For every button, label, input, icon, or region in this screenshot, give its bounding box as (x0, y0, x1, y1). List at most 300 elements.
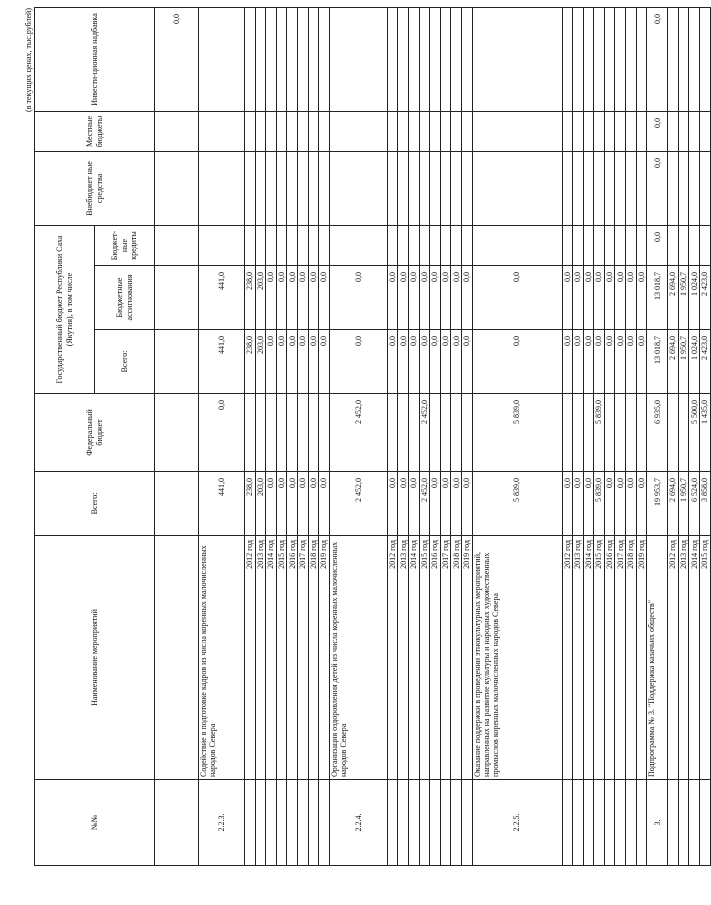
cell-rep-total: 0,0 (451, 330, 462, 394)
cell-invest (287, 7, 298, 111)
cell-federal (319, 394, 330, 472)
cell-local (594, 111, 605, 151)
cell-federal (308, 394, 319, 472)
cell-invest (408, 7, 419, 111)
cell-invest (297, 7, 308, 111)
cell-name: 2019 год (319, 536, 330, 780)
cell-name: 2013 год (398, 536, 409, 780)
year-row (594, 7, 605, 865)
cell-rep-alloc: 0,0 (308, 266, 319, 330)
cell-invest (329, 7, 387, 111)
cell-name: 2018 год (626, 536, 637, 780)
cell-federal (573, 394, 584, 472)
cell-invest (636, 7, 647, 111)
cell-federal (245, 394, 256, 472)
year-row (668, 7, 679, 865)
cell-federal (287, 394, 298, 472)
cell-num (255, 780, 266, 866)
year-row (276, 7, 287, 865)
cell-extra (583, 151, 594, 225)
year-row (245, 7, 256, 865)
cell-local (155, 111, 199, 151)
cell-total: 0,0 (604, 472, 615, 536)
cell-rep-credit (199, 225, 245, 265)
year-row (700, 7, 711, 865)
cell-local (440, 111, 451, 151)
cell-invest (626, 7, 637, 111)
cell-total: 203,0 (255, 472, 266, 536)
cell-total: 0,0 (573, 472, 584, 536)
cell-total: 0,0 (276, 472, 287, 536)
cell-extra (573, 151, 584, 225)
cell-local (408, 111, 419, 151)
cell-num (419, 780, 430, 866)
cell-federal (155, 394, 199, 472)
year-row (573, 7, 584, 865)
cell-total: 2 694,0 (668, 472, 679, 536)
header-extrabudget: Внебюджет ные средства (35, 151, 155, 225)
cell-name: 2018 год (451, 536, 462, 780)
cell-name: 2014 год (408, 536, 419, 780)
year-row (636, 7, 647, 865)
cell-federal (297, 394, 308, 472)
cell-total: 0,0 (583, 472, 594, 536)
cell-rep-credit (255, 225, 266, 265)
cell-rep-credit (668, 225, 679, 265)
cell-rep-total: 238,0 (245, 330, 256, 394)
cell-extra (678, 151, 689, 225)
cell-federal (451, 394, 462, 472)
cell-total: 0,0 (562, 472, 573, 536)
cell-num (276, 780, 287, 866)
cell-num (689, 780, 700, 866)
cell-rep-alloc: 2 694,0 (668, 266, 679, 330)
cell-rep-alloc: 1 950,7 (678, 266, 689, 330)
cell-rep-total: 2 694,0 (668, 330, 679, 394)
cell-total: 6 524,0 (689, 472, 700, 536)
cell-num (398, 780, 409, 866)
cell-rep-total: 0,0 (562, 330, 573, 394)
cell-rep-total: 0,0 (297, 330, 308, 394)
cell-total: 238,0 (245, 472, 256, 536)
cell-federal (604, 394, 615, 472)
cell-rep-credit (626, 225, 637, 265)
cell-invest (700, 7, 711, 111)
cell-num (245, 780, 256, 866)
cell-invest (461, 7, 472, 111)
year-row (440, 7, 451, 865)
cell-rep-total: 203,0 (255, 330, 266, 394)
cell-federal: 5 839,0 (594, 394, 605, 472)
cell-federal (255, 394, 266, 472)
cell-name: 2016 год (604, 536, 615, 780)
activity-row (329, 7, 387, 865)
cell-total: 0,0 (387, 472, 398, 536)
cell-invest (440, 7, 451, 111)
cell-extra (700, 151, 711, 225)
cell-rep-total: 0,0 (472, 330, 562, 394)
cell-name: 2019 год (461, 536, 472, 780)
cell-extra (287, 151, 298, 225)
cell-rep-credit (387, 225, 398, 265)
cell-extra (615, 151, 626, 225)
cell-rep-total: 0,0 (430, 330, 441, 394)
cell-name: 2015 год (419, 536, 430, 780)
year-row (319, 7, 330, 865)
cell-rep-total: 0,0 (387, 330, 398, 394)
cell-federal: 0,0 (199, 394, 245, 472)
cell-num (594, 780, 605, 866)
cell-federal (562, 394, 573, 472)
cell-invest (689, 7, 700, 111)
header-republic: Государственный бюджет Республики Саха (Якутия), в том числе (35, 225, 95, 393)
cell-extra (255, 151, 266, 225)
cell-local (573, 111, 584, 151)
cell-rep-credit (700, 225, 711, 265)
cell-rep-credit (583, 225, 594, 265)
cell-rep-alloc: 0,0 (472, 266, 562, 330)
cell-total: 0,0 (287, 472, 298, 536)
year-row (255, 7, 266, 865)
cell-extra (472, 151, 562, 225)
cell-invest (451, 7, 462, 111)
cell-invest (276, 7, 287, 111)
cell-rep-alloc: 0,0 (287, 266, 298, 330)
cell-rep-alloc: 0,0 (626, 266, 637, 330)
cell-name: Подпрограмма № 3. "Поддержка казачьих обществ" (647, 536, 668, 780)
cell-num (266, 780, 277, 866)
cell-rep-alloc: 1 024,0 (689, 266, 700, 330)
table-body (155, 7, 711, 865)
cell-federal: 2 452,0 (329, 394, 387, 472)
cell-num (461, 780, 472, 866)
cell-name: 2012 год (668, 536, 679, 780)
cell-local (626, 111, 637, 151)
cell-local (451, 111, 462, 151)
cell-rep-credit (398, 225, 409, 265)
cell-rep-total: 0,0 (308, 330, 319, 394)
cell-rep-alloc: 0,0 (408, 266, 419, 330)
cell-rep-total: 2 423,0 (700, 330, 711, 394)
year-row (678, 7, 689, 865)
cell-extra (398, 151, 409, 225)
year-row (583, 7, 594, 865)
cell-rep-total: 0,0 (594, 330, 605, 394)
cell-local (287, 111, 298, 151)
cell-federal: 5 500,0 (689, 394, 700, 472)
cell-federal (615, 394, 626, 472)
cell-num (319, 780, 330, 866)
cell-num: 2.2.4. (329, 780, 387, 866)
units-note: (в текущих ценах, тыс.рублей) (24, 8, 33, 112)
cell-federal: 5 839,0 (472, 394, 562, 472)
cell-rep-credit (636, 225, 647, 265)
cell-rep-total: 0,0 (573, 330, 584, 394)
cell-rep-alloc: 0,0 (562, 266, 573, 330)
cell-rep-alloc: 238,0 (245, 266, 256, 330)
cell-total: 0,0 (451, 472, 462, 536)
cell-extra (245, 151, 256, 225)
cell-extra (604, 151, 615, 225)
cell-total (155, 472, 199, 536)
cell-invest (308, 7, 319, 111)
cell-invest: 0,0 (647, 7, 668, 111)
year-row (615, 7, 626, 865)
cell-local (297, 111, 308, 151)
cell-federal (461, 394, 472, 472)
cell-rep-total: 13 018,7 (647, 330, 668, 394)
cell-num (287, 780, 298, 866)
cell-num (440, 780, 451, 866)
cell-num (155, 780, 199, 866)
cell-rep-alloc: 0,0 (276, 266, 287, 330)
cell-rep-credit (408, 225, 419, 265)
cell-invest (245, 7, 256, 111)
cell-rep-credit (678, 225, 689, 265)
cell-total: 2 452,0 (419, 472, 430, 536)
cell-rep-credit (689, 225, 700, 265)
cell-name: 2012 год (245, 536, 256, 780)
cell-extra (266, 151, 277, 225)
cell-num (573, 780, 584, 866)
cell-num (562, 780, 573, 866)
cell-rep-total: 0,0 (583, 330, 594, 394)
cell-rep-alloc: 0,0 (615, 266, 626, 330)
cell-total: 441,0 (199, 472, 245, 536)
cell-total: 19 953,7 (647, 472, 668, 536)
cell-rep-credit (276, 225, 287, 265)
cell-federal: 1 435,0 (700, 394, 711, 472)
cell-extra (451, 151, 462, 225)
cell-num (430, 780, 441, 866)
cell-local (255, 111, 266, 151)
cell-total: 0,0 (615, 472, 626, 536)
cell-rep-credit (573, 225, 584, 265)
cell-federal (387, 394, 398, 472)
cell-rep-total (155, 330, 199, 394)
cell-extra (319, 151, 330, 225)
cell-rep-alloc: 0,0 (461, 266, 472, 330)
cell-rep-total: 0,0 (440, 330, 451, 394)
cell-extra (689, 151, 700, 225)
cell-total: 0,0 (461, 472, 472, 536)
year-row (419, 7, 430, 865)
cell-name: Оказание поддержки в проведении этнокультурных мероприятий, направленных на развитие культуры и народных художественных промыслов коренных малочисленных народов Севера (472, 536, 562, 780)
cell-rep-alloc: 0,0 (329, 266, 387, 330)
cell-rep-total: 0,0 (636, 330, 647, 394)
cell-local (461, 111, 472, 151)
cell-local (276, 111, 287, 151)
cell-name: 2014 год (583, 536, 594, 780)
cell-total: 0,0 (408, 472, 419, 536)
cell-invest (266, 7, 277, 111)
activity-row (647, 7, 668, 865)
year-row (408, 7, 419, 865)
cell-rep-alloc: 0,0 (297, 266, 308, 330)
cell-local (319, 111, 330, 151)
cell-federal (668, 394, 679, 472)
cell-federal: 6 935,0 (647, 394, 668, 472)
header-local: Местные бюджеты (35, 111, 155, 151)
cell-rep-alloc: 0,0 (440, 266, 451, 330)
cell-local (472, 111, 562, 151)
cell-name: 2015 год (276, 536, 287, 780)
cell-rep-alloc: 203,0 (255, 266, 266, 330)
activity-row (155, 7, 199, 865)
cell-invest (668, 7, 679, 111)
cell-rep-total: 1 024,0 (689, 330, 700, 394)
cell-total: 3 858,0 (700, 472, 711, 536)
cell-rep-total: 0,0 (266, 330, 277, 394)
cell-federal (266, 394, 277, 472)
year-row (689, 7, 700, 865)
cell-invest (199, 7, 245, 111)
cell-extra (594, 151, 605, 225)
cell-name: 2013 год (573, 536, 584, 780)
cell-name: 2016 год (287, 536, 298, 780)
cell-name: Содействие в подготовке кадров из числа коренных малочисленных народов Севера (199, 536, 245, 780)
cell-rep-alloc: 0,0 (266, 266, 277, 330)
cell-local (329, 111, 387, 151)
cell-num: 2.2.3. (199, 780, 245, 866)
cell-total: 0,0 (297, 472, 308, 536)
cell-num (451, 780, 462, 866)
year-row (308, 7, 319, 865)
cell-num (626, 780, 637, 866)
cell-rep-credit (319, 225, 330, 265)
cell-rep-credit (472, 225, 562, 265)
cell-rep-alloc: 441,0 (199, 266, 245, 330)
cell-extra (199, 151, 245, 225)
cell-rep-credit (287, 225, 298, 265)
cell-federal (678, 394, 689, 472)
cell-num (308, 780, 319, 866)
cell-rep-alloc: 0,0 (451, 266, 462, 330)
cell-local (430, 111, 441, 151)
header-rep-credit: Бюджет-ные кредиты (95, 225, 155, 265)
cell-rep-alloc: 0,0 (573, 266, 584, 330)
cell-invest (398, 7, 409, 111)
cell-rep-credit (562, 225, 573, 265)
cell-rep-alloc: 13 018,7 (647, 266, 668, 330)
cell-name: 2017 год (615, 536, 626, 780)
cell-local (678, 111, 689, 151)
cell-rep-total: 0,0 (419, 330, 430, 394)
cell-invest (594, 7, 605, 111)
cell-federal (583, 394, 594, 472)
cell-invest (583, 7, 594, 111)
cell-rep-credit (155, 225, 199, 265)
cell-rep-alloc: 0,0 (604, 266, 615, 330)
cell-extra (461, 151, 472, 225)
cell-num (678, 780, 689, 866)
cell-federal: 2 452,0 (419, 394, 430, 472)
cell-invest (430, 7, 441, 111)
year-row (287, 7, 298, 865)
cell-extra (668, 151, 679, 225)
header-total: Всего: (35, 472, 155, 536)
cell-rep-alloc: 0,0 (430, 266, 441, 330)
cell-name: 2015 год (594, 536, 605, 780)
cell-extra (155, 151, 199, 225)
cell-federal (408, 394, 419, 472)
cell-total: 5 839,0 (594, 472, 605, 536)
cell-extra (430, 151, 441, 225)
cell-num (297, 780, 308, 866)
cell-local (689, 111, 700, 151)
cell-num (408, 780, 419, 866)
year-row (387, 7, 398, 865)
cell-rep-alloc: 0,0 (594, 266, 605, 330)
cell-rep-credit (440, 225, 451, 265)
cell-local (199, 111, 245, 151)
cell-rep-alloc: 0,0 (636, 266, 647, 330)
cell-local (615, 111, 626, 151)
cell-extra (626, 151, 637, 225)
cell-name: 2014 год (689, 536, 700, 780)
funding-table (34, 7, 711, 866)
cell-rep-total: 1 950,7 (678, 330, 689, 394)
cell-local (668, 111, 679, 151)
cell-rep-total: 0,0 (615, 330, 626, 394)
cell-rep-credit (329, 225, 387, 265)
cell-federal (276, 394, 287, 472)
cell-rep-total: 0,0 (329, 330, 387, 394)
cell-rep-total: 0,0 (276, 330, 287, 394)
cell-local (583, 111, 594, 151)
cell-name: Организация оздоровления детей из числа коренных малочисленных народов Севера (329, 536, 387, 780)
cell-total: 0,0 (319, 472, 330, 536)
cell-rep-credit (419, 225, 430, 265)
cell-num (583, 780, 594, 866)
header-rep-alloc: Бюджетные ассигнования (95, 266, 155, 330)
cell-local: 0,0 (647, 111, 668, 151)
cell-total: 2 452,0 (329, 472, 387, 536)
cell-local (419, 111, 430, 151)
cell-extra (562, 151, 573, 225)
cell-extra (276, 151, 287, 225)
year-row (430, 7, 441, 865)
cell-rep-total: 441,0 (199, 330, 245, 394)
cell-total: 0,0 (626, 472, 637, 536)
cell-rep-total: 0,0 (287, 330, 298, 394)
cell-extra (387, 151, 398, 225)
cell-extra (419, 151, 430, 225)
cell-local (245, 111, 256, 151)
cell-extra (297, 151, 308, 225)
cell-rep-credit (615, 225, 626, 265)
cell-local (700, 111, 711, 151)
cell-rep-alloc: 0,0 (583, 266, 594, 330)
activity-row (199, 7, 245, 865)
cell-federal (440, 394, 451, 472)
cell-num (604, 780, 615, 866)
year-row (562, 7, 573, 865)
cell-name (155, 536, 199, 780)
cell-total: 5 839,0 (472, 472, 562, 536)
cell-name: 2017 год (297, 536, 308, 780)
year-row (451, 7, 462, 865)
header-federal: Федеральный бюджет (35, 394, 155, 472)
cell-num (700, 780, 711, 866)
cell-rep-credit (266, 225, 277, 265)
cell-rep-alloc: 0,0 (398, 266, 409, 330)
cell-rep-credit (297, 225, 308, 265)
cell-name: 2019 год (636, 536, 647, 780)
cell-invest (387, 7, 398, 111)
cell-total: 0,0 (266, 472, 277, 536)
cell-rep-credit (308, 225, 319, 265)
